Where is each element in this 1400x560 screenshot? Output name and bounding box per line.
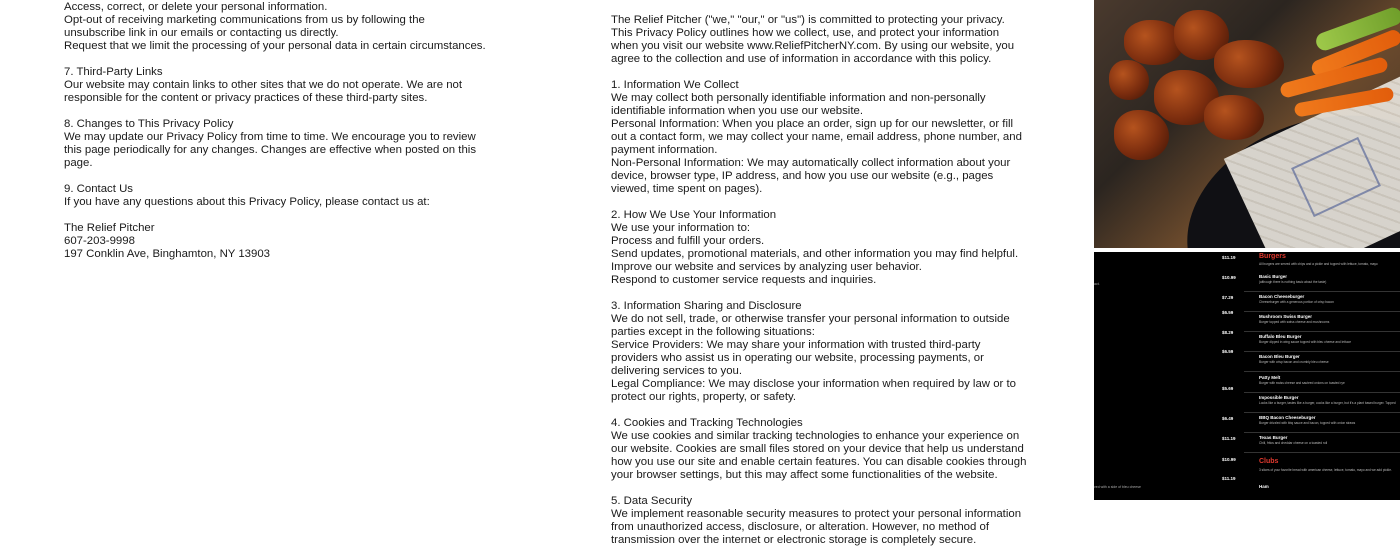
menu-item-desc: Burger with crisp bacon and crumbly bleu cheese (1259, 360, 1329, 364)
menu-item-name: Mushroom Swiss Burger (1259, 314, 1313, 319)
section-heading: 4. Cookies and Tracking Technologies (611, 417, 803, 429)
menu-item-desc: Cheeseburger with a generous portion of crisp bacon (1259, 300, 1334, 304)
policy-text: Opt-out of receiving marketing communications from us by following the unsubscribe link in our emails or contacting us directly. (64, 14, 425, 39)
menu-item (1259, 314, 1399, 324)
policy-section (611, 79, 1029, 196)
section-heading: 9. Contact Us (64, 183, 134, 195)
policy-text: 197 Conklin Ave, Binghamton, NY 13903 (64, 248, 271, 260)
policy-section (64, 222, 489, 261)
policy-column-left (64, 1, 489, 274)
menu-item-name: Bacon Bleu Burger (1259, 354, 1300, 359)
menu-price: $10.99 (1222, 457, 1236, 462)
menu-item-desc: Burger drizzled with bbq sauce and bacon, topped with onion straws (1259, 421, 1356, 425)
section-heading: 3. Information Sharing and Disclosure (611, 300, 802, 312)
menu-heading-clubs: Clubs (1259, 458, 1279, 465)
policy-text: Improve our website and services by analyzing user behavior. (611, 261, 922, 273)
policy-section (64, 66, 489, 105)
menu-price: $6.59 (1222, 349, 1234, 354)
menu-clubs-note: 3 slices of your favorite bread with american cheese, lettuce, tomato, mayo and we add pickle. (1259, 468, 1392, 472)
policy-text: Request that we limit the processing of your personal data in certain circumstances. (64, 40, 486, 52)
policy-section (611, 209, 1029, 287)
menu-item-desc: Chili, fritos and cheddar cheese on a toasted roll (1259, 441, 1328, 445)
policy-text: The Relief Pitcher (64, 222, 155, 234)
policy-section (611, 417, 1029, 482)
menu-item-name: Impossible Burger (1259, 395, 1299, 400)
policy-text: Our website may contain links to other sites that we do not operate. We are not responsible for the content or privacy practices of these third-party sites. (64, 79, 463, 104)
wings-photo (1094, 0, 1400, 248)
menu-item (1259, 294, 1399, 304)
policy-text: We may collect both personally identifiable information and non-personally identifiable information when you use our website. (611, 92, 986, 117)
policy-section (64, 118, 489, 170)
menu-item-desc: Burger topped with swiss cheese and mushrooms (1259, 320, 1330, 324)
menu-price: $11.19 (1222, 476, 1236, 481)
policy-text: If you have any questions about this Privacy Policy, please contact us at: (64, 196, 430, 208)
policy-text: We use cookies and similar tracking technologies to enhance your experience on our website. Cookies are small files stored on your device that help us understand how you use our site and enable certain features. You can disable cookies through your browser settings, but this may affect some functionalities of the website. (611, 430, 1027, 481)
menu-price: $5.69 (1222, 386, 1234, 391)
policy-text: We may update our Privacy Policy from time to time. We encourage you to review this page periodically for any changes. Changes are effective when posted on this page. (64, 131, 477, 169)
menu-price: $7.29 (1222, 295, 1234, 300)
menu-item-desc: Looks like a burger, tastes like a burger, cooks like a burger, but it's a plant based burger. Topped (1259, 401, 1396, 405)
menu-item-desc: (although there is nothing basic about the taste) (1259, 280, 1327, 284)
menu-item (1259, 395, 1399, 405)
policy-text: The Relief Pitcher ("we," "our," or "us") is committed to protecting your privacy. This Privacy Policy outlines how we collect, use, and protect your information when you visit our website www.ReliefPitcherNY.com. By using our website, you agree to the collection and use of information in accordance with this policy. (611, 14, 1015, 65)
menu-price: $6.49 (1222, 416, 1234, 421)
policy-section (611, 495, 1029, 547)
menu-cut-text: ved with a side of bleu cheese (1094, 485, 1141, 489)
policy-section (611, 14, 1029, 66)
menu-item-name: Basic Burger (1259, 274, 1288, 279)
menu-item (1259, 484, 1399, 489)
policy-text: We do not sell, trade, or otherwise transfer your personal information to outside parties except in the following situations: (611, 313, 1010, 338)
menu-item (1259, 415, 1399, 425)
menu-item-name: Buffalo Bleu Burger (1259, 334, 1302, 339)
policy-section (611, 300, 1029, 404)
menu-image (1094, 252, 1400, 500)
section-heading: 2. How We Use Your Information (611, 209, 777, 221)
policy-text: Access, correct, or delete your personal information. (64, 1, 328, 13)
section-heading: 1. Information We Collect (611, 79, 739, 91)
policy-text: Process and fulfill your orders. (611, 235, 765, 247)
menu-item (1259, 354, 1399, 364)
menu-item-desc: Burger dipped in wing sauce topped with bleu cheese and lettuce (1259, 340, 1351, 344)
section-heading: 5. Data Security (611, 495, 693, 507)
menu-item-name: Patty Melt (1259, 375, 1281, 380)
menu-price: $11.19 (1222, 436, 1236, 441)
menu-item-name: Texas Burger (1259, 435, 1288, 440)
section-heading: 8. Changes to This Privacy Policy (64, 118, 234, 130)
menu-item (1259, 334, 1399, 344)
policy-text: We use your information to: (611, 222, 751, 234)
policy-text: 607-203-9998 (64, 235, 135, 247)
policy-section (64, 183, 489, 209)
menu-cut-text: act. (1094, 282, 1100, 286)
menu-price: $8.29 (1222, 330, 1234, 335)
menu-burgers-note: All burgers are served with chips and a pickle and topped with lettuce, tomato, mayo (1259, 262, 1378, 266)
policy-text: Respond to customer service requests and inquiries. (611, 274, 877, 286)
menu-item-name: BBQ Bacon Cheeseburger (1259, 415, 1316, 420)
policy-text: Non-Personal Information: We may automatically collect information about your device, browser type, IP address, and how you use our website (e.g., pages viewed, time spent on pages). (611, 157, 1011, 195)
policy-text: We implement reasonable security measures to protect your personal information from unauthorized access, disclosure, or alteration. However, no method of transmission over the internet or electronic storage is completely secure. (611, 508, 1022, 546)
section-heading: 7. Third-Party Links (64, 66, 163, 78)
policy-text: Service Providers: We may share your information with trusted third-party providers who assist us in operating our website, processing payments, or delivering services to you. (611, 339, 984, 377)
policy-section (64, 1, 489, 53)
policy-text: Legal Compliance: We may disclose your information when required by law or to protect our rights, property, or safety. (611, 378, 1016, 403)
menu-item (1259, 435, 1399, 445)
menu-heading-burgers: Burgers (1259, 253, 1286, 260)
menu-item-name: Bacon Cheeseburger (1259, 294, 1305, 299)
policy-text: Personal Information: When you place an order, sign up for our newsletter, or fill out a contact form, we may collect your name, email address, phone number, and payment information. (611, 118, 1022, 156)
menu-price: $11.19 (1222, 255, 1236, 260)
menu-price: $10.99 (1222, 275, 1236, 280)
policy-text: Send updates, promotional materials, and other information you may find helpful. (611, 248, 1019, 260)
menu-item (1259, 375, 1399, 385)
menu-price: $6.59 (1222, 310, 1234, 315)
policy-column-middle (611, 14, 1029, 560)
menu-item-desc: Burger with swiss cheese and sauteed onions on toasted rye (1259, 381, 1345, 385)
menu-item-name: Ham (1259, 484, 1269, 489)
menu-item (1259, 274, 1399, 284)
